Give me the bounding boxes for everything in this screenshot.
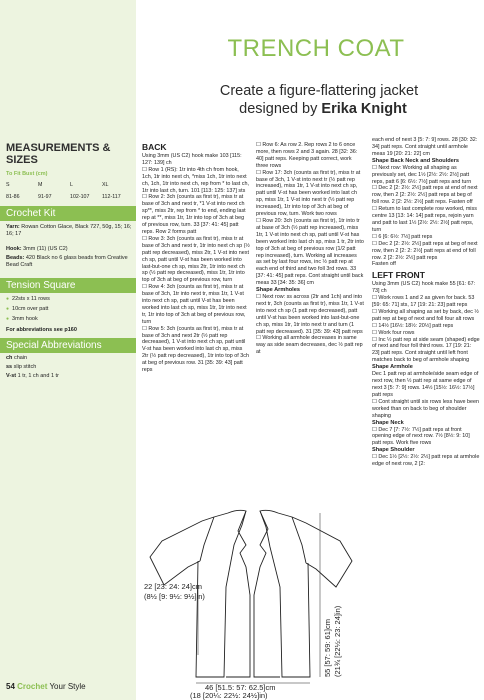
measurements-heading: MEASUREMENTS & SIZES <box>6 142 111 166</box>
col3f-paras <box>372 454 480 468</box>
shape-shoulder-heading: Shape Shoulder <box>372 447 415 454</box>
page-footer <box>6 682 86 692</box>
size-xl: XL <box>102 182 109 188</box>
abbr-vst: V-st 1 tr, 1 ch and 1 tr <box>6 373 59 379</box>
label-left: 22 [23: 24: 24]cm <box>144 582 202 591</box>
pattern-paragraph: ☐ Return to last complete row worked, miss centre 13 [13: 14: 14] patt reps, rejoin yarn and patt to last 1½ [2½: 2½: 2½] patt reps, turn <box>372 206 477 233</box>
size-range-s: 81-86 <box>6 194 20 200</box>
shape-neck-heading: Shape Neck <box>372 419 404 426</box>
pattern-paragraph: Using 3mm (US C2) hook make 55 [61: 67: 73] ch <box>372 281 476 295</box>
col2-paras <box>256 142 364 287</box>
col3-paras <box>372 137 480 158</box>
tagline: Create a figure-flattering jacket <box>219 83 419 99</box>
magazine-name: Crochet <box>17 682 48 691</box>
pattern-paragraph: ☐ 14½ [16½: 18½: 20½] patt reps <box>372 322 454 329</box>
to-fit-bust-label: To Fit Bust (cm) <box>6 171 48 177</box>
pattern-paragraph: ☐ Row 3: 3ch (counts as first tr), miss tr at base of 3ch and next tr, 1tr into next ch sp (½ patt rep decreased), miss 2tr, 1 V-st into next ch sp, patt until V-st has been worked into last-but-one ch sp, miss 2tr, 1tr into next ch sp (½ patt rep decreased), miss 1tr, 1tr into top of 3ch at beg of previous row, turn <box>142 235 250 284</box>
magazine-name-rest: Your Style <box>47 682 86 691</box>
pattern-paragraph: ☐ Row 5: 3ch (counts as first tr), miss tr at base of 3ch and next 2tr (½ patt rep decreased), 1 V-st into next ch sp, patt until V-st has been worked into last ch sp, miss 2tr (½ patt rep decreased), 1tr into top of 3ch at beg of previous row. 31 [35: 39: 43] patt reps <box>142 325 249 374</box>
pattern-paragraph: ☐ Row 20: 3ch (counts as first tr), 1tr into tr at base of 3ch (½ patt rep increased), miss 1tr, 1 V-st into next ch sp, patt until V-st has been worked into last ch sp, miss 1 tr, 2tr into top of 3ch at beg of previous row (1/2 patt rep increased), turn. Working all increases as set by last four rows, inc ½ patt rep at each end of third and two foll 3rd rows. 33 [37: 41: 45] patt reps. Cont straight until back meas 33 [34: 35: 36] cm <box>256 217 364 287</box>
label-bottom: 46 [51.5: 57: 62.5]cm <box>205 683 276 692</box>
kit-hook: Hook: 3mm (11) (US C2) <box>6 246 68 252</box>
shape-back-neck-heading: Shape Back Neck and Shoulders <box>372 157 460 164</box>
abbreviations-note: For abbreviations see p160 <box>6 327 77 333</box>
pattern-paragraph: ☐ Dec 2 [2: 2½: 2½] patt reps at end of next row, then 2 [2: 2½: 2½] patt reps at beg of foll row. 2 [2: 2½: 2½] patt reps. Fasten off <box>372 185 478 206</box>
back-heading: BACK <box>142 142 167 152</box>
size-l: L <box>70 182 73 188</box>
column-middle <box>256 142 364 356</box>
pattern-paragraph: ☐ Work four rows <box>372 329 415 336</box>
pattern-paragraph: ☐ Dec 7 [7: 7½: 7½] patt reps at front opening edge of next row. 7½ [8½: 9: 10] patt reps. Work five rows <box>372 426 470 447</box>
col2b-paras <box>256 294 364 356</box>
pattern-paragraph: ☐ Row 2: 3ch (counts as first tr), miss tr at base of 3ch and next tr, *1 V-st into next ch sp**, miss 2tr, rep from * to end, ending last rep at **, miss 1tr, 1tr into top of 3ch at beg of previous row, turn. 33 [37: 41: 45] patt reps. Row 2 forms patt <box>142 194 246 235</box>
pattern-paragraph: ☐ Row 17: 3ch (counts as first tr), miss tr at base of 3ch, 1 V-st into next tr (½ patt rep increased), miss 1tr, 1 V-st into next ch sp, patt until V-st has been worked into last ch sp, miss 1tr, 1 V-st into next tr (½ patt rep increased), 1tr into top of 3ch at beg of previous row, turn. Work two rows <box>256 169 361 218</box>
label-left-in: (8½ [9: 9½: 9½]in) <box>144 592 205 601</box>
size-ranges <box>6 194 134 201</box>
col3b-paras <box>372 165 480 269</box>
col1-paras <box>142 153 250 374</box>
abbr-ch: ch chain <box>6 355 28 361</box>
pattern-paragraph: ☐ Inc ½ patt rep at side seam (shaped) edge of next and four foll third rows. 17 [19: 21: 23] patt reps. Cont straight until left front matches back to beg of armhole shaping <box>372 336 480 364</box>
garment-diagram <box>142 505 362 685</box>
pattern-paragraph: ☐ Working all shaping as set by back, dec ½ patt rep at beg of next and foll four alt rows <box>372 308 479 322</box>
pattern-paragraph: ☐ Row 1 (RS): 1tr into 4th ch from hook, 1ch, 1tr into next ch, *miss 1ch, 1tr into next ch, 1ch, 1tr into next ch, rep from * to last ch, 1tr into last ch, turn. 101 [113: 125: 137] sts <box>142 166 249 194</box>
left-front-heading: LEFT FRONT <box>372 270 425 281</box>
pattern-paragraph: ☐ 6 [6: 6½: 7½] patt reps <box>372 233 433 240</box>
special-abbr-heading: Special Abbreviations <box>0 338 136 353</box>
pattern-paragraph: Fasten off <box>372 261 396 268</box>
byline: designed by Erika Knight <box>239 101 407 117</box>
label-right-in: (21¾ [22½: 23: 24]in) <box>333 605 342 677</box>
col3c-paras <box>372 281 480 364</box>
column-right <box>372 137 480 468</box>
size-m: M <box>38 182 43 188</box>
pattern-paragraph: ☐ Work rows 1 and 2 as given for back. 53 [59: 65: 71] sts, 17 [19: 21: 23] patt reps <box>372 295 475 309</box>
tension-item: ● 10cm over patt <box>6 306 132 313</box>
tension-heading: Tension Square <box>0 278 136 293</box>
col3d-paras <box>372 371 480 419</box>
pattern-paragraph: ☐ Next row: ss across (2tr and 1ch) and into next tr, 3ch (counts as first tr), miss 1tr, 1 V-st into next ch sp (1 patt rep decreased), patt until V-st has been worked into last-but-one ch sp, miss 1tr, 1tr into next tr and turn (1 patt rep decreased). 31 [35: 39: 43] patt reps <box>256 294 364 335</box>
size-range-m: 91-97 <box>38 194 52 200</box>
pattern-paragraph: ☐ Row 4: 3ch (counts as first tr), miss tr at base of 3ch, 1tr into next tr, miss 1tr, 1 V-st into next ch sp, patt until V-st has been worked into last ch sp, miss 1tr, 1tr into next tr, 1tr into top of 3ch at beg of previous row, turn <box>142 284 247 325</box>
size-s: S <box>6 182 10 188</box>
tension-item: ● 3mm hook <box>6 316 132 323</box>
shape-armholes-heading: Shape Armholes <box>256 287 300 294</box>
col3e-paras <box>372 427 480 448</box>
label-bottom-in: (18 [20¼: 22½: 24½]in) <box>190 691 268 700</box>
pattern-paragraph: each end of next 3 [5: 7: 9] rows. 28 [30: 32: 34] patt reps. Cont straight until armhole meas 19 [20: 21: 22] cm <box>372 137 478 157</box>
crochet-kit-heading: Crochet Kit <box>0 206 136 221</box>
abbr-ss: ss slip stitch <box>6 364 37 370</box>
pattern-paragraph: ☐ Dec 2 [2: 2½: 2½] patt reps at beg of next row, then 2 [2: 2: 2½] patt reps at end of foll row. 2 [2: 2½: 2½] patt reps <box>372 240 478 261</box>
size-range-l: 102-107 <box>70 194 90 200</box>
column-back <box>142 142 250 374</box>
pattern-paragraph: ☐ Next row: Working all shaping as previously set, dec 1½ [2½: 2½: 2½] patt reps, patt 6 [6: 6½: 7½] patt reps and turn <box>372 164 472 185</box>
size-headers <box>6 182 134 189</box>
pattern-paragraph: Using 3mm (US C2) hook make 103 [115: 127: 139] ch <box>142 153 242 166</box>
page-title: TRENCH COAT <box>227 35 405 62</box>
pattern-paragraph: ☐ Row 6: As row 2. Rep rows 2 to 6 once more, then rows 2 and 3 again. 28 [32: 36: 40] patt reps. Keeping patt correct, work three rows <box>256 142 358 169</box>
designer-name: Erika Knight <box>321 101 407 117</box>
pattern-paragraph: ☐ Cont straight until six rows less have been worked than on back to beg of shoulder shaping <box>372 398 480 419</box>
pattern-paragraph: Dec 1 patt rep at armhole/side seam edge of next row, then ½ patt rep at same edge of next 3 [5: 7: 9] rows. 14½ [15½: 16½: 17½] patt reps <box>372 371 479 398</box>
measure-lines <box>196 513 320 683</box>
page-number: 54 <box>6 682 15 691</box>
tension-item: ● 22sts x 11 rows <box>6 296 132 303</box>
label-right: 55 [57: 59: 61]cm <box>323 619 332 677</box>
shape-armhole-heading: Shape Armhole <box>372 364 413 371</box>
sidebar <box>0 0 136 700</box>
pattern-paragraph: ☐ Working all armhole decreases in same way as side seam decreases, dec ½ patt rep at <box>256 335 363 356</box>
kit-yarn: Yarn: Rowan Cotton Glace, Black 727, 50g, 15; 16; 16; 17 <box>6 224 132 237</box>
pattern-paragraph: ☐ Dec 1½ [2½: 2½: 2½] patt reps at armhole edge of next row, 2 [2: <box>372 454 480 468</box>
size-range-xl: 112-117 <box>102 194 121 200</box>
kit-beads: Beads: 420 Black no 6 glass beads from Creative Bead Craft <box>6 255 128 268</box>
